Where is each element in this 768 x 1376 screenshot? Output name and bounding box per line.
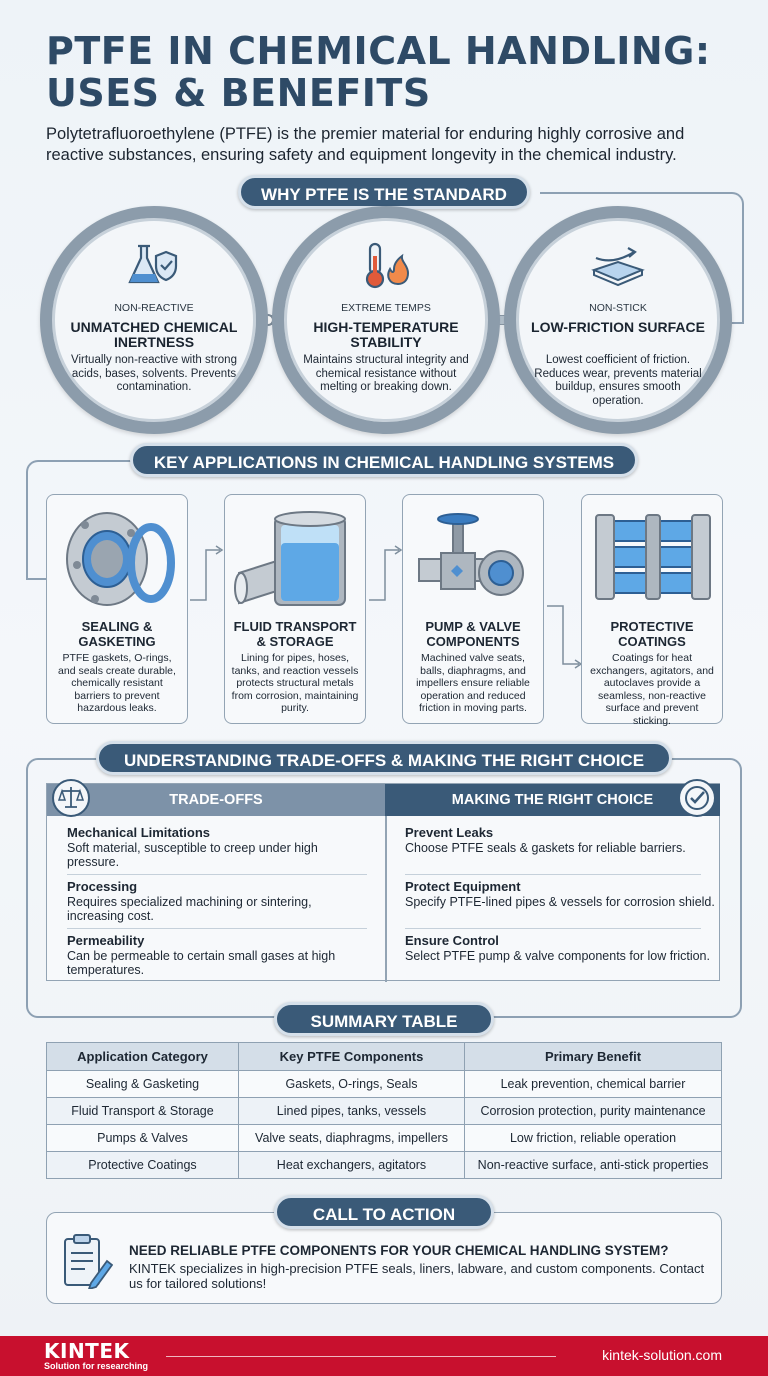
- why-heading: WHY PTFE IS THE STANDARD: [238, 175, 530, 209]
- table-row: [47, 1071, 722, 1098]
- app-card-coatings: [581, 494, 723, 727]
- flow-arrow-icon: [545, 600, 585, 670]
- footer-bar: [0, 1336, 768, 1376]
- summary-heading: SUMMARY TABLE: [274, 1002, 494, 1036]
- why-tag: NON-STICK: [589, 302, 647, 314]
- check-badge-icon: [677, 778, 717, 818]
- cta-heading: CALL TO ACTION: [274, 1195, 494, 1229]
- tradeoff-desc: Can be permeable to certain small gases at high temperatures.: [67, 948, 336, 977]
- why-title: LOW-FRICTION SURFACE: [531, 319, 705, 335]
- tradeoff-desc: Soft material, susceptible to creep under high pressure.: [67, 840, 318, 869]
- why-desc: Lowest coefficient of friction. Reduces wear, prevents material buildup, ensures smooth operation.: [534, 354, 702, 407]
- tradeoff-title: Mechanical Limitations: [67, 825, 211, 840]
- flow-arrow-icon: [188, 540, 226, 610]
- website-link[interactable]: kintek-solution.com: [602, 1347, 722, 1363]
- app-desc: PTFE gaskets, O-rings, and seals create durable, chemically resistant barriers to prevent hazardous leaks.: [58, 652, 176, 714]
- app-desc: Lining for pipes, hoses, tanks, and reaction vessels protects structural metals from corrosion, maintaining purity.: [231, 652, 359, 714]
- table-cell: Fluid Transport & Storage: [47, 1098, 239, 1125]
- clipboard-pencil-icon: [61, 1233, 113, 1289]
- choice-item: [405, 934, 715, 963]
- title-line-2: USES & BENEFITS: [46, 71, 431, 115]
- thermometer-flame-icon: [356, 240, 416, 290]
- table-cell: Non-reactive surface, anti-stick properties: [465, 1152, 722, 1179]
- why-card-inertness: [40, 206, 268, 434]
- app-desc: Coatings for heat exchangers, agitators, and autoclaves provide a seamless, non-reactive surface and prevent sticking.: [590, 652, 714, 727]
- table-cell: Low friction, reliable operation: [465, 1125, 722, 1152]
- table-cell: Heat exchangers, agitators: [239, 1152, 465, 1179]
- why-tag: EXTREME TEMPS: [341, 302, 431, 314]
- tradeoffs-panel: [46, 783, 720, 981]
- app-title: PUMP & VALVE COMPONENTS: [425, 619, 521, 649]
- scale-icon: [51, 778, 91, 818]
- choice-desc: Choose PTFE seals & gaskets for reliable barriers.: [405, 840, 686, 855]
- divider: [67, 874, 367, 875]
- valve-illustration: [411, 503, 537, 613]
- page-title: [46, 30, 736, 114]
- tradeoff-desc: Requires specialized machining or sintering, increasing cost.: [67, 894, 312, 923]
- table-row: [47, 1125, 722, 1152]
- app-card-sealing: [46, 494, 188, 724]
- why-title: HIGH-TEMPERATURE STABILITY: [313, 319, 459, 350]
- table-cell: Gaskets, O-rings, Seals: [239, 1071, 465, 1098]
- summary-table: [46, 1042, 722, 1179]
- tradeoff-item: [67, 826, 367, 870]
- table-cell: Pumps & Valves: [47, 1125, 239, 1152]
- why-card-friction: [504, 206, 732, 434]
- table-row: [47, 1152, 722, 1179]
- cta-body: KINTEK specializes in high-precision PTFE seals, liners, labware, and custom components. Contact us for tailored solutions!: [129, 1261, 705, 1291]
- tradeoff-item: [67, 880, 367, 924]
- divider: [67, 928, 367, 929]
- title-line-1: PTFE IN CHEMICAL HANDLING:: [46, 29, 711, 73]
- app-title: PROTECTIVE COATINGS: [610, 619, 694, 649]
- app-title: FLUID TRANSPORT & STORAGE: [233, 619, 357, 649]
- gasket-illustration: [55, 503, 181, 613]
- why-card-temperature: [272, 206, 500, 434]
- column-header: Key PTFE Components: [239, 1043, 465, 1071]
- column-divider: [385, 816, 387, 982]
- choice-desc: Specify PTFE-lined pipes & vessels for corrosion shield.: [405, 894, 715, 909]
- tradeoff-title: Permeability: [67, 933, 145, 948]
- tradeoffs-heading: UNDERSTANDING TRADE-OFFS & MAKING THE RIGHT CHOICE: [96, 741, 672, 775]
- app-card-pump-valve: [402, 494, 544, 724]
- tradeoffs-right-title: MAKING THE RIGHT CHOICE: [451, 792, 654, 808]
- table-row: [47, 1098, 722, 1125]
- column-header: Primary Benefit: [465, 1043, 722, 1071]
- why-desc: Maintains structural integrity and chemical resistance without melting or breaking down.: [303, 354, 469, 393]
- low-friction-surface-icon: [588, 240, 648, 290]
- brand-logo: KINTEK: [44, 1339, 130, 1363]
- table-cell: Valve seats, diaphragms, impellers: [239, 1125, 465, 1152]
- choice-item: [405, 880, 715, 909]
- pipe-tank-illustration: [233, 503, 359, 613]
- table-cell: Corrosion protection, purity maintenance: [465, 1098, 722, 1125]
- choice-item: [405, 826, 715, 855]
- column-header: Application Category: [47, 1043, 239, 1071]
- table-cell: Sealing & Gasketing: [47, 1071, 239, 1098]
- app-title: SEALING & GASKETING: [78, 619, 156, 649]
- brand-tagline: Solution for researching: [44, 1361, 149, 1371]
- table-cell: Lined pipes, tanks, vessels: [239, 1098, 465, 1125]
- choice-title: Prevent Leaks: [405, 825, 494, 840]
- app-desc: Machined valve seats, balls, diaphragms, and impellers ensure reliable operation and reduced friction in moving parts.: [416, 652, 530, 714]
- table-header-row: [47, 1043, 722, 1071]
- why-title: UNMATCHED CHEMICAL INERTNESS: [70, 319, 238, 350]
- divider: [405, 928, 701, 929]
- intro-text: Polytetrafluoroethylene (PTFE) is the premier material for enduring highly corrosive and reactive substances, ensuring safety and equipment longevity in the chemical industry.: [46, 125, 685, 164]
- footer-divider: [166, 1356, 556, 1357]
- table-cell: Protective Coatings: [47, 1152, 239, 1179]
- cta-title: NEED RELIABLE PTFE COMPONENTS FOR YOUR CHEMICAL HANDLING SYSTEM?: [129, 1243, 669, 1258]
- tradeoffs-left-title: TRADE-OFFS: [169, 792, 263, 808]
- app-card-transport: [224, 494, 366, 724]
- heat-exchanger-illustration: [590, 503, 716, 613]
- choice-desc: Select PTFE pump & valve components for low friction.: [405, 948, 710, 963]
- tradeoffs-left-header: [47, 784, 385, 816]
- divider: [405, 874, 701, 875]
- flask-shield-icon: [124, 240, 184, 290]
- apps-frame-tail: [26, 578, 46, 580]
- why-desc: Virtually non-reactive with strong acids, bases, solvents. Prevents contamination.: [71, 354, 237, 393]
- tradeoff-title: Processing: [67, 879, 138, 894]
- tradeoffs-right-header: [385, 784, 720, 816]
- why-tag: NON-REACTIVE: [114, 302, 194, 314]
- choice-title: Protect Equipment: [405, 879, 521, 894]
- tradeoff-item: [67, 934, 367, 978]
- choice-title: Ensure Control: [405, 933, 499, 948]
- flow-arrow-icon: [367, 540, 405, 610]
- table-cell: Leak prevention, chemical barrier: [465, 1071, 722, 1098]
- apps-heading: KEY APPLICATIONS IN CHEMICAL HANDLING SYSTEMS: [130, 443, 638, 477]
